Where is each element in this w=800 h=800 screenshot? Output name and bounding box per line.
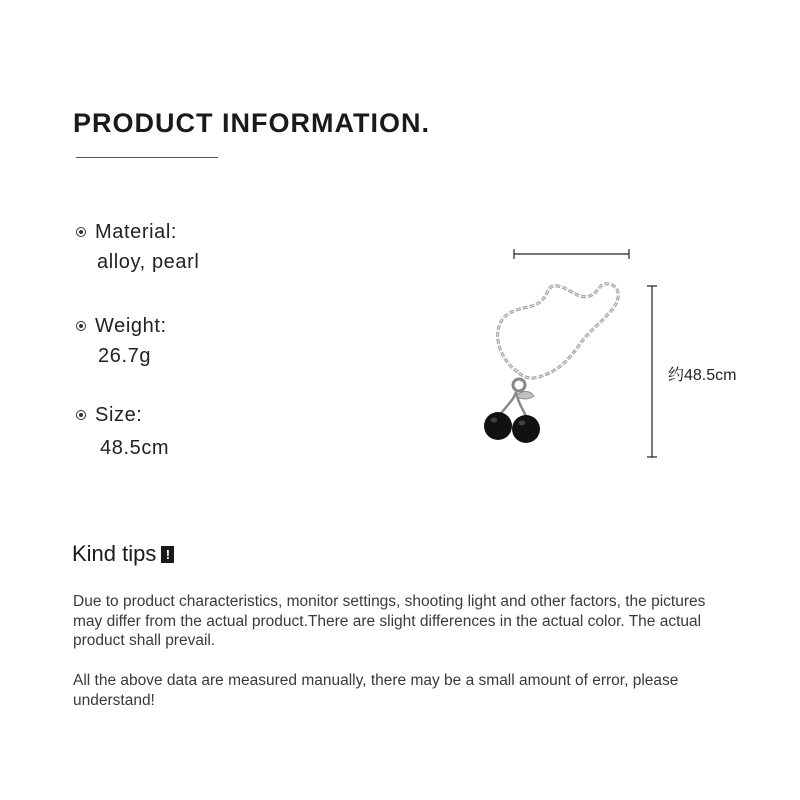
cherry-leaf	[516, 392, 534, 400]
chain	[498, 284, 619, 378]
spec-material	[76, 219, 199, 275]
size-label: Size:	[95, 403, 143, 426]
weight-value: 26.7g	[98, 345, 152, 367]
bullet-icon	[76, 227, 86, 237]
cherry-left	[484, 412, 512, 440]
kind-tips-title: Kind tips	[72, 541, 157, 566]
spec-weight	[76, 313, 167, 369]
kind-tips-heading	[72, 541, 174, 567]
alert-icon: !	[161, 546, 174, 563]
bullet-icon	[76, 321, 86, 331]
page-title: PRODUCT INFORMATION.	[73, 108, 430, 138]
chain-highlight	[498, 284, 619, 378]
width-measure-line	[514, 249, 629, 259]
size-value: 48.5cm	[100, 437, 170, 459]
spec-size	[76, 402, 169, 461]
bullet-icon	[76, 410, 86, 420]
title-divider	[76, 157, 218, 158]
material-value: alloy, pearl	[97, 251, 200, 273]
length-measure-label: 约48.5cm	[668, 367, 737, 384]
kind-tips-paragraph-1: Due to product characteristics, monitor settings, shooting light and other factors, the pictures may differ from the actual product.There are slight differences in the actual color. The actual product shall prevail.	[73, 593, 706, 649]
cherry-necklace-icon	[470, 240, 770, 470]
kind-tips-paragraph-2: All the above data are measured manually, there may be a small amount of error, please understand!	[73, 672, 679, 709]
cherry-right	[512, 415, 540, 443]
clasp-ring	[513, 379, 525, 391]
weight-label: Weight:	[95, 314, 167, 337]
length-measure-line	[647, 286, 657, 457]
material-label: Material:	[95, 220, 178, 243]
